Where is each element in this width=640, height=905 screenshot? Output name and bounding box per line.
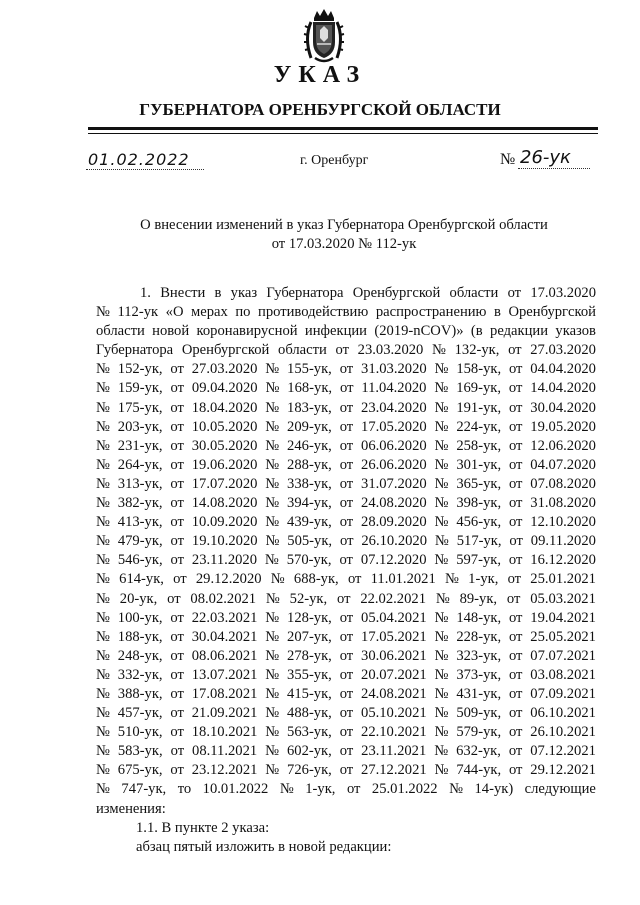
- body-line: 1.1. В пункте 2 указа:: [136, 819, 270, 836]
- body-line: № 479-ук, от 19.10.2020 № 505-ук, от 26.10.2020 № 517-ук, от 09.11.2020: [96, 533, 596, 550]
- body-line: абзац пятый изложить в новой редакции:: [136, 838, 392, 855]
- document-heading: [88, 216, 600, 254]
- body-line: № 747-ук, то 10.01.2022 № 1-ук, от 25.01.2022 № 14-ук) следующие: [96, 781, 596, 798]
- body-line: № 175-ук, от 18.04.2020 № 183-ук, от 23.04.2020 № 191-ук, от 30.04.2020: [96, 399, 596, 416]
- document-number: 26-ук: [520, 147, 571, 168]
- body-line: № 382-ук, от 14.08.2020 № 394-ук, от 24.08.2020 № 398-ук, от 31.08.2020: [96, 495, 596, 512]
- body-line: области новой коронавирусной инфекции (2019-nCOV)» (в редакции указов: [96, 323, 596, 340]
- body-line: № 413-ук, от 10.09.2020 № 439-ук, от 28.09.2020 № 456-ук, от 12.10.2020: [96, 514, 596, 531]
- body-line: № 112-ук «О мерах по противодействию распространению в Оренбургской: [96, 304, 596, 321]
- body-line: № 510-ук, от 18.10.2021 № 563-ук, от 22.10.2021 № 579-ук, от 26.10.2021: [96, 724, 596, 741]
- heading-line: О внесении изменений в указ Губернатора Оренбургской области: [140, 217, 548, 233]
- body-line: № 264-ук, от 19.06.2020 № 288-ук, от 26.06.2020 № 301-ук, от 04.07.2020: [96, 456, 596, 473]
- body-line: № 100-ук, от 22.03.2021 № 128-ук, от 05.04.2021 № 148-ук, от 19.04.2021: [96, 609, 596, 626]
- document-subtitle: ГУБЕРНАТОРА ОРЕНБУРГСКОЙ ОБЛАСТИ: [139, 100, 501, 119]
- body-line: № 675-ук, от 23.12.2021 № 726-ук, от 27.12.2021 № 744-ук, от 29.12.2021: [96, 762, 596, 779]
- document-date: 01.02.2022: [88, 150, 190, 169]
- body-line: № 583-ук, от 08.11.2021 № 602-ук, от 23.11.2021 № 632-ук, от 07.12.2021: [96, 743, 596, 760]
- document-body: [96, 284, 596, 857]
- number-label: №: [500, 151, 516, 168]
- body-line: Губернатора Оренбургской области от 23.03.2020 № 132-ук, от 27.03.2020: [96, 342, 596, 359]
- coat-of-arms-emblem: [301, 8, 347, 64]
- body-line: изменения:: [96, 800, 166, 817]
- body-line: № 152-ук, от 27.03.2020 № 155-ук, от 31.03.2020 № 158-ук, от 04.04.2020: [96, 361, 596, 378]
- body-line: № 457-ук, от 21.09.2021 № 488-ук, от 05.10.2021 № 509-ук, от 06.10.2021: [96, 705, 596, 722]
- body-line: 1. Внести в указ Губернатора Оренбургской области от 17.03.2020: [140, 285, 596, 301]
- body-line: № 313-ук, от 17.07.2020 № 338-ук, от 31.07.2020 № 365-ук, от 07.08.2020: [96, 475, 596, 492]
- body-line: № 388-ук, от 17.08.2021 № 415-ук, от 24.08.2021 № 431-ук, от 07.09.2021: [96, 685, 596, 702]
- body-line: № 231-ук, от 30.05.2020 № 246-ук, от 06.06.2020 № 258-ук, от 12.06.2020: [96, 437, 596, 454]
- document-title: УКАЗ: [273, 62, 367, 88]
- header-rule-thick: [88, 127, 598, 130]
- body-line: № 159-ук, от 09.04.2020 № 168-ук, от 11.04.2020 № 169-ук, от 14.04.2020: [96, 380, 596, 397]
- number-underline: [518, 168, 590, 169]
- document-city: г. Оренбург: [300, 153, 369, 168]
- body-line: № 188-ук, от 30.04.2021 № 207-ук, от 17.05.2021 № 228-ук, от 25.05.2021: [96, 628, 596, 645]
- header-rule-thin: [88, 133, 598, 134]
- date-underline: [86, 169, 204, 170]
- body-line: № 248-ук, от 08.06.2021 № 278-ук, от 30.06.2021 № 323-ук, от 07.07.2021: [96, 647, 596, 664]
- body-line: № 546-ук, от 23.11.2020 № 570-ук, от 07.12.2020 № 597-ук, от 16.12.2020: [96, 552, 596, 569]
- body-line: № 332-ук, от 13.07.2021 № 355-ук, от 20.07.2021 № 373-ук, от 03.08.2021: [96, 666, 596, 683]
- body-line: № 203-ук, от 10.05.2020 № 209-ук, от 17.05.2020 № 224-ук, от 19.05.2020: [96, 418, 596, 435]
- body-line: № 20-ук, от 08.02.2021 № 52-ук, от 22.02.2021 № 89-ук, от 05.03.2021: [96, 590, 596, 607]
- body-line: № 614-ук, от 29.12.2020 № 688-ук, от 11.01.2021 № 1-ук, от 25.01.2021: [96, 571, 596, 588]
- heading-line: от 17.03.2020 № 112-ук: [271, 236, 417, 252]
